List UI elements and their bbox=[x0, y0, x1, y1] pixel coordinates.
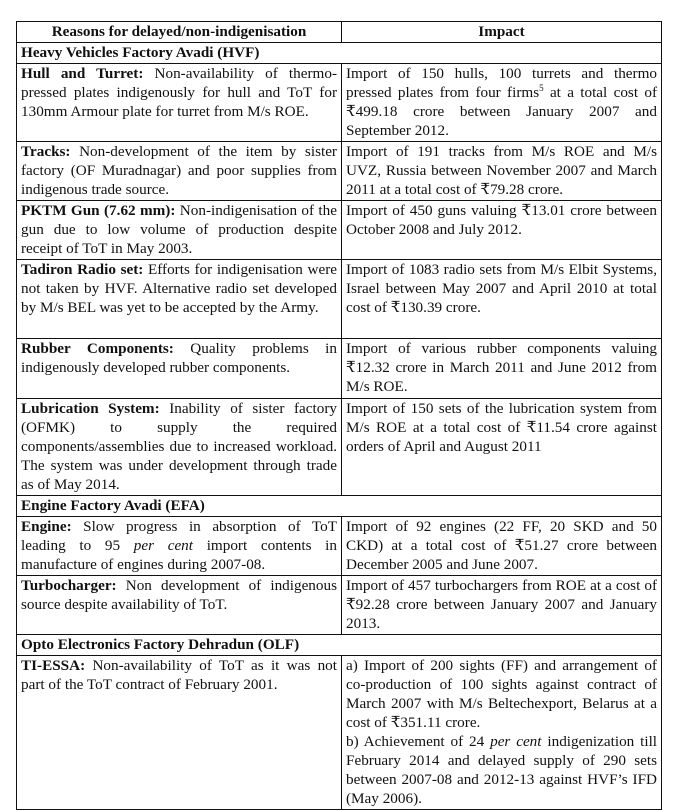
section-row bbox=[17, 635, 662, 656]
impact-cell bbox=[342, 64, 662, 142]
impact-part-a: a) Import of 200 sights (FF) and arrangement of co-production of 100 sights against contract of March 2007 with M/s Beltechexport, Belarus at a cost of ₹351.11 crore. bbox=[346, 657, 657, 731]
reason-text: Non-indigenisation of the gun due to low volume of production despite receipt of ToT in May 2003. bbox=[21, 202, 337, 257]
reason-italic: per cent bbox=[133, 537, 193, 554]
column-header-reasons: Reasons for delayed/non-indigenisation bbox=[17, 22, 342, 43]
impact-cell: Import of 92 engines (22 FF, 20 SKD and 50 CKD) at a total cost of ₹51.27 crore between December 2005 and June 2007. bbox=[342, 517, 662, 576]
reason-cell bbox=[17, 656, 342, 810]
header-row bbox=[17, 22, 662, 43]
reason-cell bbox=[17, 201, 342, 260]
footnote-marker: 5 bbox=[539, 82, 544, 93]
section-row bbox=[17, 43, 662, 64]
item-label: Tracks: bbox=[21, 143, 71, 160]
reason-cell bbox=[17, 142, 342, 201]
reason-text: Non-availability of thermo-pressed plates indigenously for hull and ToT for 130mm Armour plate for turret from M/s ROE. bbox=[21, 65, 337, 120]
impact-b-italic: per cent bbox=[490, 733, 542, 750]
table-row bbox=[17, 142, 662, 201]
reason-cell bbox=[17, 399, 342, 496]
reason-text: Quality problems in indigenously developed rubber components. bbox=[21, 340, 337, 376]
impact-cell: Import of 150 sets of the lubrication system from M/s ROE at a total cost of ₹11.54 crore against orders of April and August 2011 bbox=[342, 399, 662, 496]
reason-text: Inability of sister factory (OFMK) to supply the required components/assemblies due to increased workload. The system was under development through trade as of May 2014. bbox=[21, 400, 337, 493]
reason-cell bbox=[17, 517, 342, 576]
impact-cell: Import of 457 turbochargers from ROE at a cost of ₹92.28 crore between January 2007 and January 2013. bbox=[342, 576, 662, 635]
reason-cell bbox=[17, 64, 342, 142]
section-heading-efa: Engine Factory Avadi (EFA) bbox=[17, 496, 662, 517]
impact-cell: Import of 191 tracks from M/s ROE and M/s UVZ, Russia between November 2007 and March 2011 at a total cost of ₹79.28 crore. bbox=[342, 142, 662, 201]
item-label: Tadiron Radio set: bbox=[21, 261, 144, 278]
reason-cell bbox=[17, 260, 342, 339]
column-header-impact: Impact bbox=[342, 22, 662, 43]
table-row bbox=[17, 399, 662, 496]
item-label: Engine: bbox=[21, 518, 72, 535]
impact-cell bbox=[342, 656, 662, 810]
table-row bbox=[17, 576, 662, 635]
table-row bbox=[17, 260, 662, 339]
reason-text: Non development of indigenous source despite availability of ToT. bbox=[21, 577, 337, 613]
table-row bbox=[17, 656, 662, 810]
impact-cell: Import of 1083 radio sets from M/s Elbit Systems, Israel between May 2007 and April 2010 at total cost of ₹130.39 crore. bbox=[342, 260, 662, 339]
reason-text: Non-availability of ToT as it was not part of the ToT contract of February 2001. bbox=[21, 657, 337, 693]
impact-b-text: b) Achievement of 24 bbox=[346, 733, 491, 750]
impact-b-text-cont: indigenization till February 2014 and delayed supply of 290 sets between 2007-08 and 2012-13 against HVF’s IFD (May 2006). bbox=[346, 733, 658, 807]
reason-cell bbox=[17, 576, 342, 635]
table-row bbox=[17, 517, 662, 576]
section-row bbox=[17, 496, 662, 517]
reason-text: Efforts for indigenisation were not taken by HVF. Alternative radio set developed by M/s BEL was yet to be accepted by the Army. bbox=[21, 261, 338, 316]
reason-text: Non-development of the item by sister factory (OF Muradnagar) and poor supplies from indigenous trade source. bbox=[21, 143, 337, 198]
item-label: PKTM Gun (7.62 mm): bbox=[21, 202, 176, 219]
table-row bbox=[17, 339, 662, 399]
reason-cell bbox=[17, 339, 342, 399]
indigenisation-table bbox=[16, 21, 662, 810]
item-label: Hull and Turret: bbox=[21, 65, 144, 82]
impact-part-b bbox=[346, 732, 657, 808]
impact-text-cont: at a total cost of ₹499.18 crore between January 2007 and September 2012. bbox=[346, 84, 658, 139]
item-label: Lubrication System: bbox=[21, 400, 160, 417]
reason-text: Slow progress in absorption of ToT leading to 95 bbox=[21, 518, 337, 554]
impact-cell: Import of 450 guns valuing ₹13.01 crore between October 2008 and July 2012. bbox=[342, 201, 662, 260]
impact-cell: Import of various rubber components valuing ₹12.32 crore in March 2011 and June 2012 from M/s ROE. bbox=[342, 339, 662, 399]
table-row bbox=[17, 64, 662, 142]
impact-text: Import of 150 hulls, 100 turrets and thermo pressed plates from four firms bbox=[346, 65, 657, 101]
item-label: TI-ESSA: bbox=[21, 657, 86, 674]
section-heading-hvf: Heavy Vehicles Factory Avadi (HVF) bbox=[17, 43, 662, 64]
section-heading-olf: Opto Electronics Factory Dehradun (OLF) bbox=[17, 635, 662, 656]
table-row bbox=[17, 201, 662, 260]
item-label: Rubber Components: bbox=[21, 340, 174, 357]
item-label: Turbocharger: bbox=[21, 577, 117, 594]
reason-text-cont: import contents in manufacture of engines during 2007-08. bbox=[21, 537, 337, 573]
